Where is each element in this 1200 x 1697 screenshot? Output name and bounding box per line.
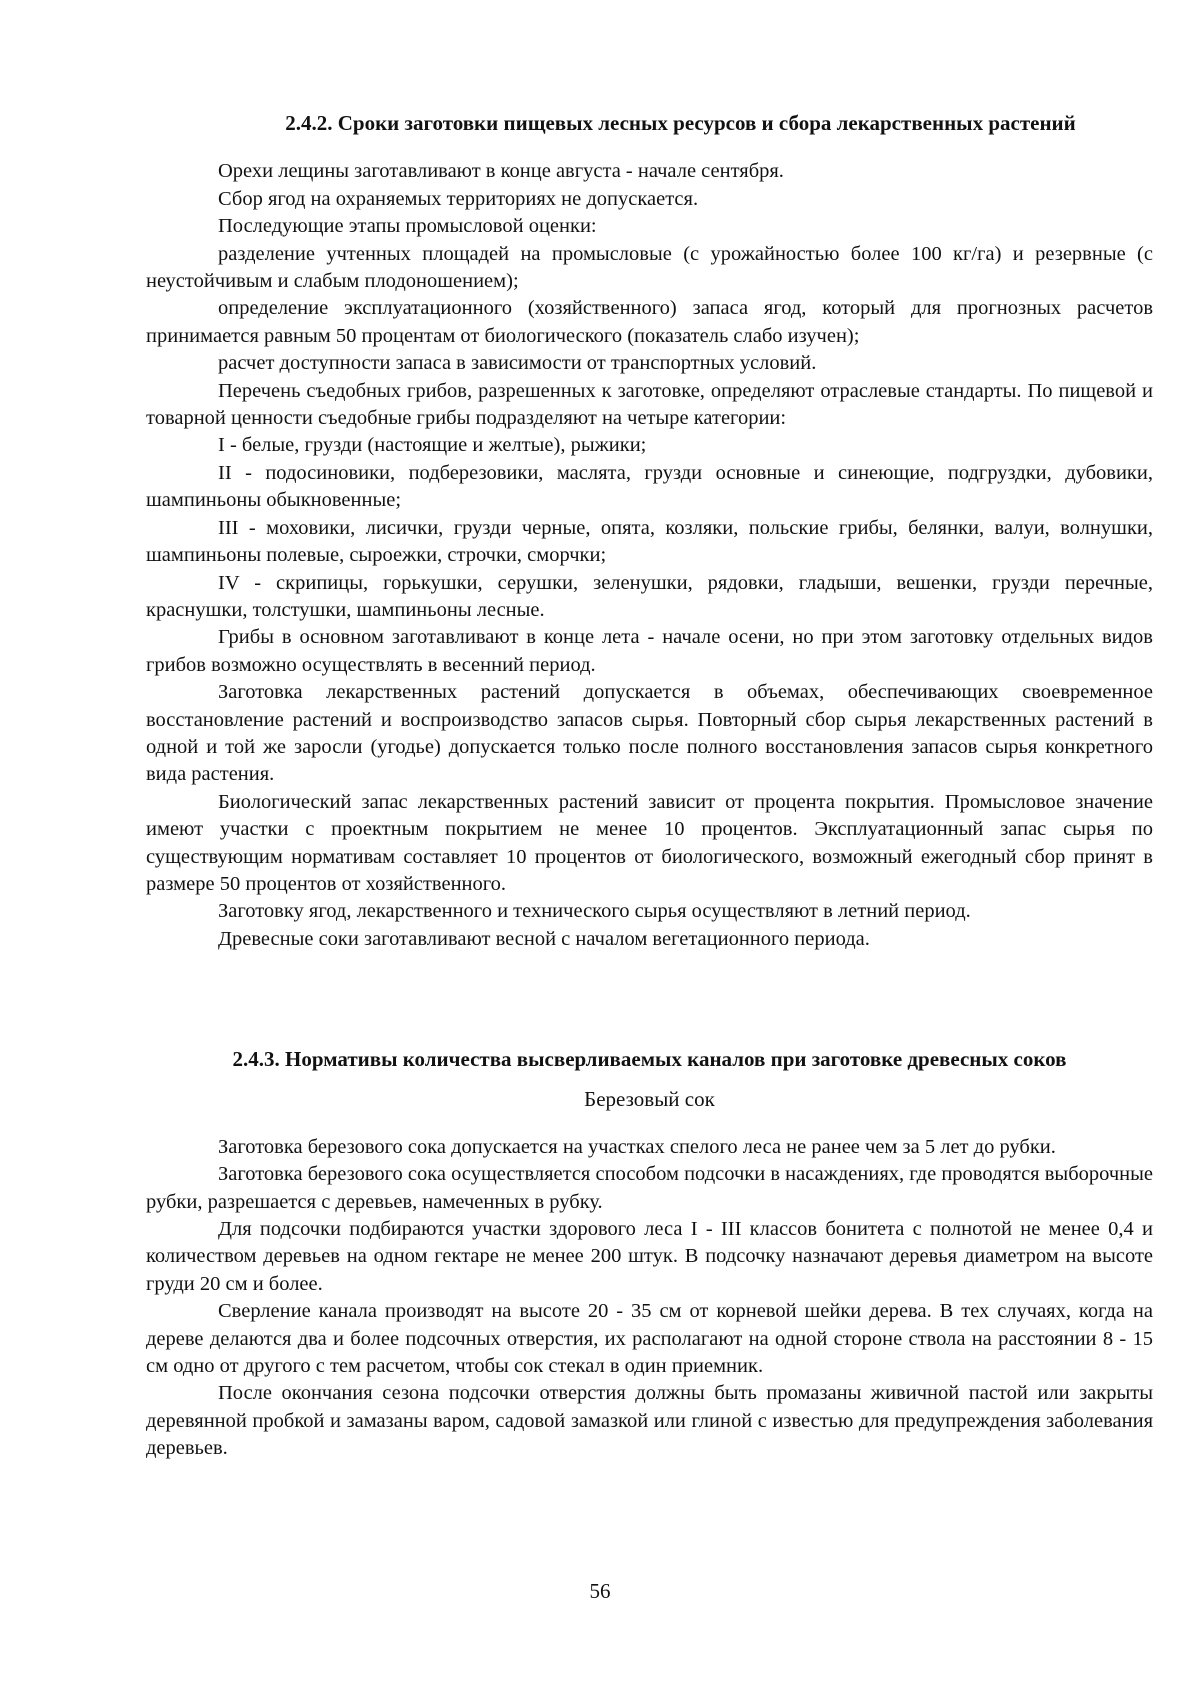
list-item-category-1: I - белые, грузди (настоящие и желтые), рыжики;: [218, 434, 647, 457]
section-body: [146, 1134, 1153, 1463]
list-item-category-2: II - подосиновики, подберезовики, маслята, грузди основные и синеющие, подгруздки, дубовики, шампиньоны обыкновенные;: [146, 461, 1153, 512]
paragraph: Заготовку ягод, лекарственного и технического сырья осуществляют в летний период.: [218, 900, 971, 923]
section-heading-2-4-2: 2.4.2. Сроки заготовки пищевых лесных ресурсов и сбора лекарственных растений: [285, 111, 1076, 135]
paragraph: расчет доступности запаса в зависимости от транспортных условий.: [218, 352, 817, 375]
paragraph: Биологический запас лекарственных растений зависит от процента покрытия. Промысловое значение имеют участки с проектным покрытием не менее 10 процентов. Эксплуатационный запас сырья по существующим нормативам составляет 10 процентов от биологического, возможный ежегодный сбор принят в размере 50 процентов от хозяйственного.: [146, 790, 1153, 895]
section-body: [146, 158, 1153, 953]
paragraph: Сверление канала производят на высоте 20 - 35 см от корневой шейки дерева. В тех случаях, когда на дереве делаются два и более подсочных отверстия, их располагают на одной стороне ствола на расстоянии 8 - 15 см одно от другого с тем расчетом, чтобы сок стекал в один приемник.: [146, 1300, 1153, 1378]
paragraph: Грибы в основном заготавливают в конце лета - начале осени, но при этом заготовку отдельных видов грибов возможно осуществлять в весенний период.: [146, 626, 1153, 676]
paragraph: Заготовка березового сока осуществляется способом подсочки в насаждениях, где проводятся выборочные рубки, разрешается с деревьев, намеченных в рубку.: [146, 1163, 1153, 1213]
subheading-birch-sap: Березовый сок: [584, 1087, 715, 1112]
section-2-4-2: [146, 110, 1153, 953]
list-item-category-3: III - моховики, лисички, грузди черные, опята, козляки, польские грибы, белянки, валуи, волнушки, шампиньоны полевые, сыроежки, строчки, сморчки;: [146, 516, 1153, 567]
paragraph: Последующие этапы промысловой оценки:: [218, 215, 597, 238]
paragraph: разделение учтенных площадей на промысловые (с урожайностью более 100 кг/га) и резервные (с неустойчивым и слабым плодоношением);: [146, 242, 1153, 293]
section-heading-2-4-3: 2.4.3. Нормативы количества высверливаемых каналов при заготовке древесных соков: [232, 1047, 1067, 1071]
paragraph: Заготовка лекарственных растений допускается в объемах, обеспечивающих своевременное восстановление растений и воспроизводство запасов сырья. Повторный сбор сырья лекарственных растений в одной и той же заросли (угодье) допускается только после полного восстановления запасов сырья конкретного вида растения.: [146, 681, 1153, 786]
paragraph: Для подсочки подбираются участки здорового леса I - III классов бонитета с полнотой не менее 0,4 и количеством деревьев на одном гектаре не менее 200 штук. В подсочку назначают деревья диаметром на высоте груди 20 см и более.: [146, 1218, 1153, 1295]
paragraph: Перечень съедобных грибов, разрешенных к заготовке, определяют отраслевые стандарты. По пищевой и товарной ценности съедобные грибы подразделяют на четыре категории:: [146, 379, 1153, 430]
paragraph: Орехи лещины заготавливают в конце августа - начале сентября.: [218, 160, 784, 183]
paragraph: Древесные соки заготавливают весной с началом вегетационного периода.: [218, 927, 870, 950]
paragraph: Заготовка березового сока допускается на участках спелого леса не ранее чем за 5 лет до рубки.: [218, 1135, 1056, 1158]
list-item-category-4: IV - скрипицы, горькушки, серушки, зеленушки, рядовки, гладыши, вешенки, грузди перечные, краснушки, толстушки, шампиньоны лесные.: [146, 571, 1153, 621]
section-2-4-3: [146, 1046, 1153, 1463]
paragraph: После окончания сезона подсочки отверстия должны быть промазаны живичной пастой или закрыты деревянной пробкой и замазаны варом, садовой замазкой или глиной с известью для предупреждения заболевания деревьев.: [146, 1382, 1153, 1460]
paragraph: определение эксплуатационного (хозяйственного) запаса ягод, который для прогнозных расчетов принимается равным 50 процентам от биологического (показатель слабо изучен);: [146, 297, 1153, 347]
paragraph: Сбор ягод на охраняемых территориях не допускается.: [218, 187, 699, 210]
page-number: 56: [589, 1579, 611, 1603]
